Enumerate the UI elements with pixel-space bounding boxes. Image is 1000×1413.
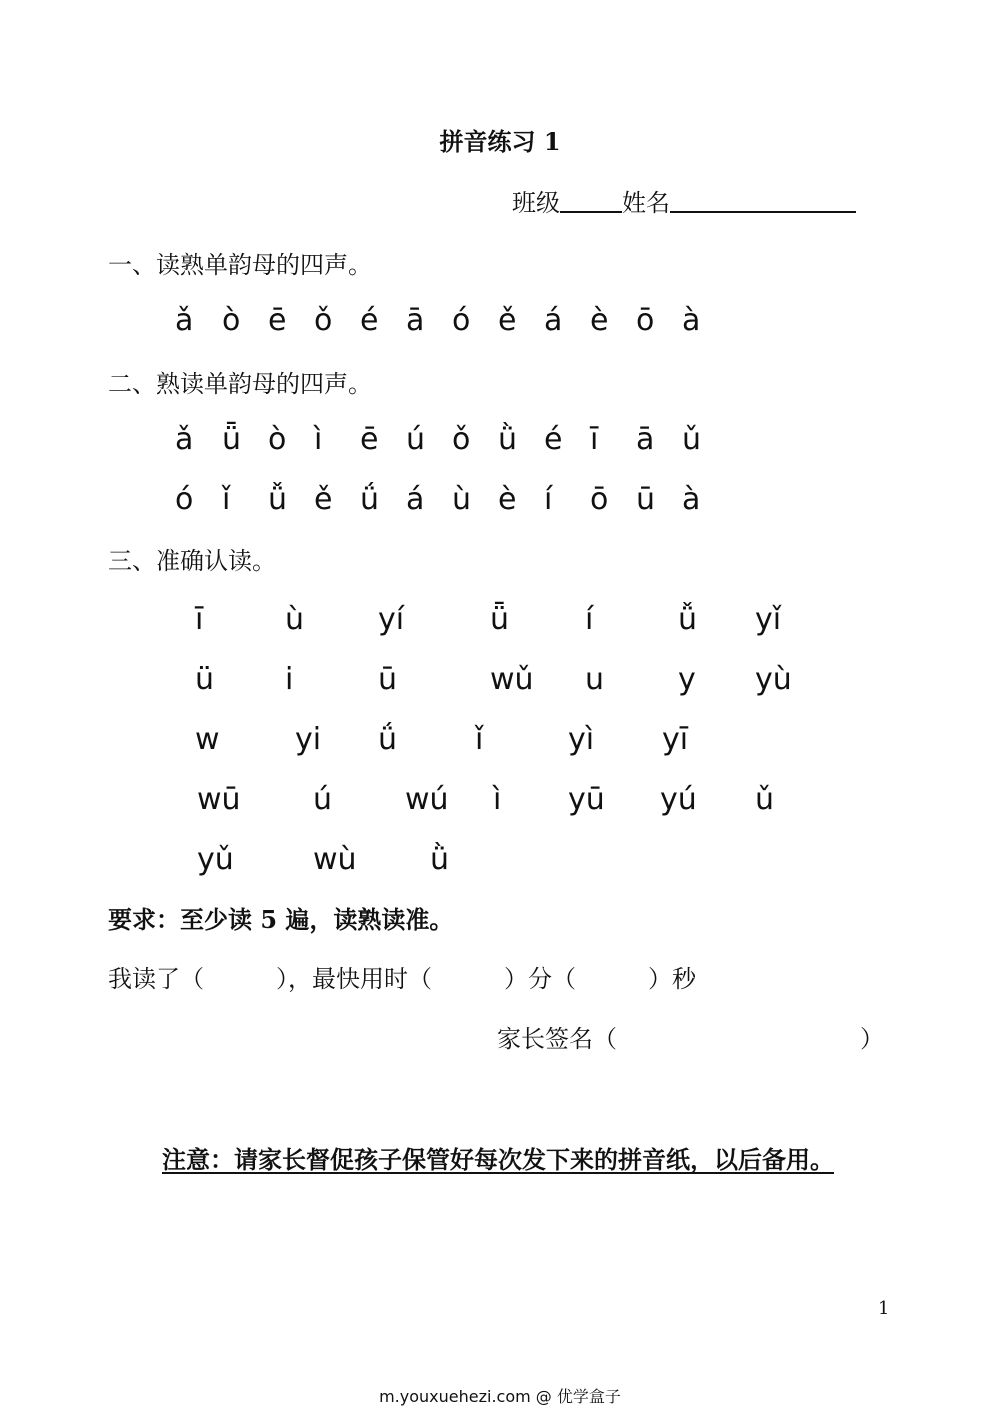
pinyin-syllable: ǖ	[222, 422, 242, 457]
pinyin-syllable: wù	[313, 842, 357, 877]
pinyin-syllable: à	[682, 482, 701, 517]
pinyin-syllable: yí	[378, 602, 405, 637]
pinyin-syllable: é	[544, 422, 563, 457]
section-3-row-3	[0, 722, 1000, 762]
notice-text: 注意：请家长督促孩子保管好每次发下来的拼音纸，以后备用。	[162, 1145, 834, 1174]
pinyin-syllable: ǒ	[452, 422, 471, 457]
section-3-row-1	[0, 602, 1000, 642]
pinyin-syllable: í	[585, 602, 594, 637]
pinyin-syllable: yǐ	[755, 602, 782, 637]
name-blank[interactable]	[670, 189, 856, 213]
pinyin-syllable: ā	[406, 303, 425, 338]
pinyin-syllable: yī	[662, 722, 689, 757]
pinyin-syllable: yū	[568, 782, 605, 817]
footer-watermark: m.youxuehezi.com @ 优学盒子	[379, 1387, 621, 1406]
pinyin-syllable: ě	[314, 482, 333, 517]
parent-signature-line	[0, 1019, 1000, 1055]
pinyin-syllable: é	[360, 303, 379, 338]
requirement-text: 要求：至少读 5 遍，读熟读准。	[108, 905, 454, 934]
section-3-row-5	[0, 842, 1000, 882]
pinyin-syllable: ē	[360, 422, 379, 457]
section-2-heading: 二、熟读单韵母的四声。	[108, 370, 372, 398]
section-3-heading: 三、准确认读。	[108, 547, 276, 575]
pinyin-syllable: ū	[636, 482, 656, 517]
pinyin-syllable: ǘ	[378, 722, 398, 757]
pinyin-syllable: ǚ	[268, 482, 288, 517]
pinyin-syllable: ā	[636, 422, 655, 457]
pinyin-syllable: ì	[314, 422, 323, 457]
pinyin-syllable: wú	[405, 782, 449, 817]
pinyin-syllable: ǎ	[175, 303, 194, 338]
pinyin-syllable: i	[285, 662, 294, 697]
pinyin-syllable: ǐ	[222, 482, 231, 517]
class-blank[interactable]	[560, 189, 622, 213]
pinyin-syllable: yǔ	[197, 842, 234, 877]
pinyin-syllable: ù	[285, 602, 305, 637]
pinyin-syllable: ě	[498, 303, 517, 338]
pinyin-syllable: ù	[452, 482, 472, 517]
name-label: 姓名	[622, 189, 670, 217]
section-3-row-2	[0, 662, 1000, 702]
pinyin-syllable: í	[544, 482, 553, 517]
pinyin-syllable: yú	[660, 782, 697, 817]
pinyin-syllable: ǚ	[678, 602, 698, 637]
pinyin-syllable: ü	[195, 662, 215, 697]
pinyin-syllable: u	[585, 662, 605, 697]
pinyin-syllable: ò	[268, 422, 287, 457]
pinyin-syllable: ó	[452, 303, 471, 338]
pinyin-syllable: ō	[636, 303, 655, 338]
pinyin-syllable: ǔ	[755, 782, 775, 817]
pinyin-syllable: ī	[590, 422, 599, 457]
pinyin-syllable: ī	[195, 602, 204, 637]
class-label: 班级	[512, 189, 560, 217]
pinyin-syllable: ǒ	[314, 303, 333, 338]
pinyin-syllable: yù	[755, 662, 792, 697]
parent-sign-close: ）	[860, 1025, 884, 1053]
pinyin-syllable: ò	[222, 303, 241, 338]
pinyin-syllable: ǜ	[498, 422, 518, 457]
pinyin-syllable: wǔ	[490, 662, 534, 697]
pinyin-syllable: ǘ	[360, 482, 380, 517]
pinyin-syllable: è	[498, 482, 517, 517]
pinyin-syllable: ì	[493, 782, 502, 817]
pinyin-syllable: ē	[268, 303, 287, 338]
class-name-line	[512, 183, 856, 218]
pinyin-syllable: ǖ	[490, 602, 510, 637]
pinyin-syllable: w	[195, 722, 220, 757]
pinyin-syllable: ú	[313, 782, 333, 817]
section-2-row-1	[0, 422, 1000, 462]
pinyin-syllable: ú	[406, 422, 426, 457]
pinyin-syllable: á	[406, 482, 425, 517]
pinyin-syllable: ō	[590, 482, 609, 517]
pinyin-syllable: ǎ	[175, 422, 194, 457]
pinyin-syllable: y	[678, 662, 696, 697]
section-3-row-4	[0, 782, 1000, 822]
pinyin-syllable: á	[544, 303, 563, 338]
pinyin-syllable: ǔ	[682, 422, 702, 457]
pinyin-syllable: à	[682, 303, 701, 338]
pinyin-syllable: ó	[175, 482, 194, 517]
pinyin-syllable: yi	[295, 722, 322, 757]
reading-record-line: 我读了（ ），最快用时（ ）分（ ）秒	[108, 965, 696, 993]
section-1-row-1	[0, 303, 1000, 343]
page-title: 拼音练习 1	[439, 127, 561, 156]
section-1-heading: 一、读熟单韵母的四声。	[108, 251, 372, 279]
pinyin-syllable: ū	[378, 662, 398, 697]
pinyin-syllable: wū	[197, 782, 241, 817]
section-2-row-2	[0, 482, 1000, 522]
pinyin-syllable: yì	[568, 722, 595, 757]
pinyin-syllable: ǐ	[475, 722, 484, 757]
parent-sign-label: 家长签名（	[497, 1025, 617, 1053]
page-number: 1	[878, 1298, 890, 1319]
pinyin-syllable: ǜ	[430, 842, 450, 877]
pinyin-syllable: è	[590, 303, 609, 338]
